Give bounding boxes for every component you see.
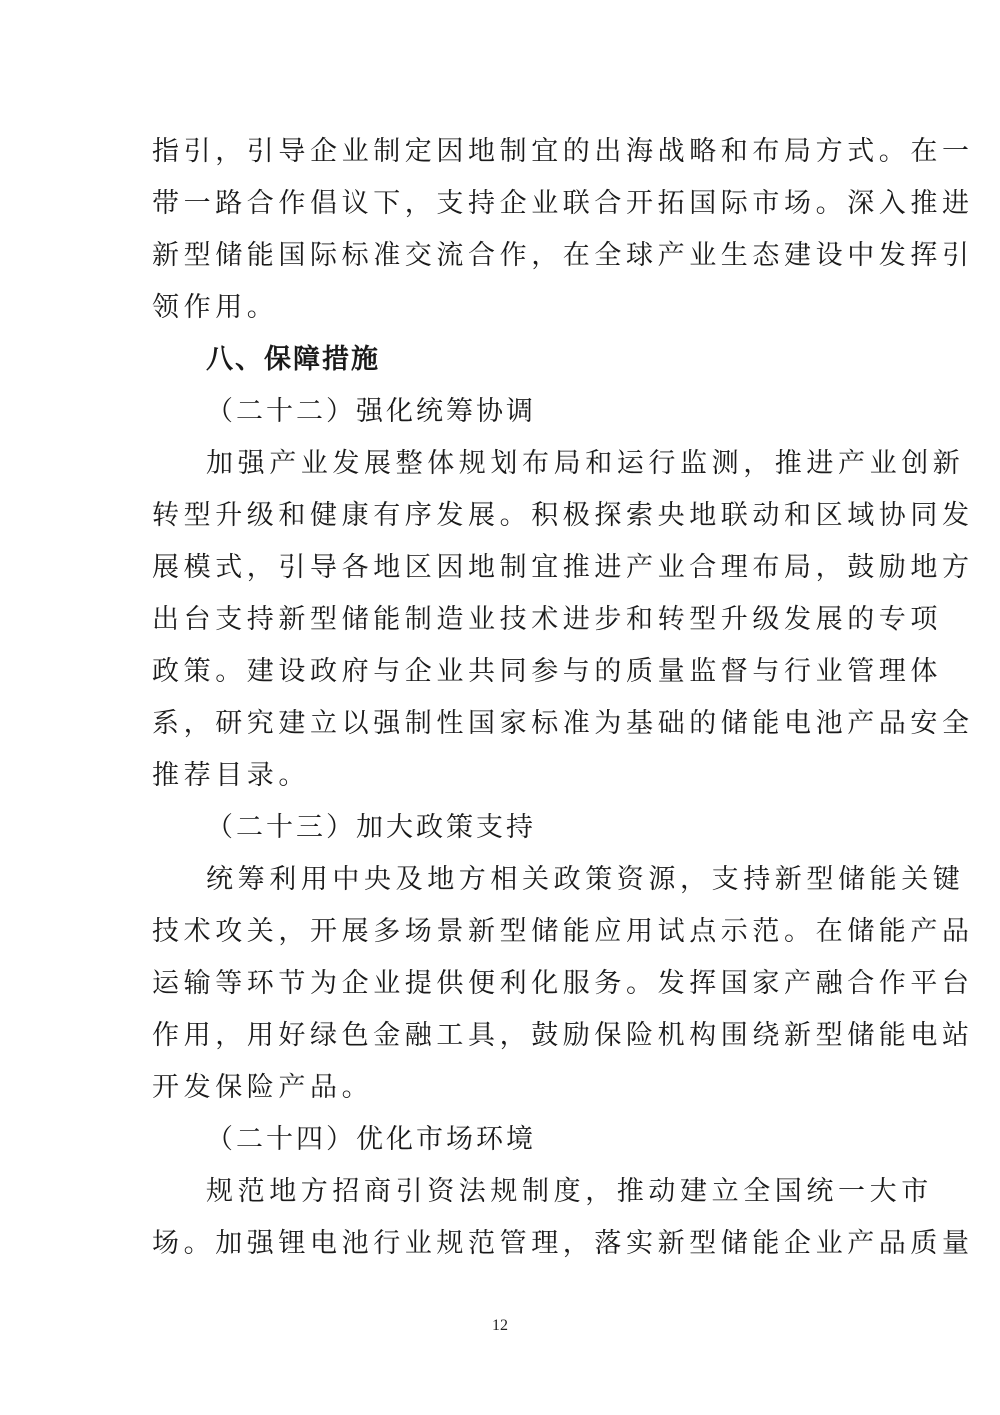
body-text-line: 加强产业发展整体规划布局和运行监测，推进产业创新 [206,448,965,479]
body-text-line: 推荐目录。 [152,760,310,791]
page-number: 12 [492,1317,508,1334]
body-text-line: 带一路合作倡议下，支持企业联合开拓国际市场。深入推进 [152,188,974,219]
body-text-line: 政策。建设政府与企业共同参与的质量监督与行业管理体 [152,656,942,687]
subsection-heading: （二十四）优化市场环境 [206,1124,536,1155]
body-text-line: 转型升级和健康有序发展。积极探索央地联动和区域协同发 [152,500,974,531]
section-heading: 八、保障措施 [206,344,380,375]
body-text-line: 新型储能国际标准交流合作，在全球产业生态建设中发挥引 [152,240,974,271]
subsection-heading: （二十二）强化统筹协调 [206,396,536,427]
subsection-heading: （二十三）加大政策支持 [206,812,536,843]
body-text-line: 领作用。 [152,292,279,323]
body-text-line: 出台支持新型储能制造业技术进步和转型升级发展的专项 [152,604,942,635]
body-text-line: 展模式，引导各地区因地制宜推进产业合理布局，鼓励地方 [152,552,974,583]
body-text-line: 指引，引导企业制定因地制宜的出海战略和布局方式。在一 [152,136,974,167]
body-text-line: 作用，用好绿色金融工具，鼓励保险机构围绕新型储能电站 [152,1020,974,1051]
body-text-line: 开发保险产品。 [152,1072,374,1103]
body-text-line: 系，研究建立以强制性国家标准为基础的储能电池产品安全 [152,708,974,739]
body-text-line: 统筹利用中央及地方相关政策资源，支持新型储能关键 [206,864,965,895]
body-text-line: 技术攻关，开展多场景新型储能应用试点示范。在储能产品 [152,916,974,947]
body-text-line: 规范地方招商引资法规制度，推动建立全国统一大市 [206,1176,933,1207]
body-text-line: 运输等环节为企业提供便利化服务。发挥国家产融合作平台 [152,968,974,999]
body-text-line: 场。加强锂电池行业规范管理，落实新型储能企业产品质量 [152,1228,974,1259]
